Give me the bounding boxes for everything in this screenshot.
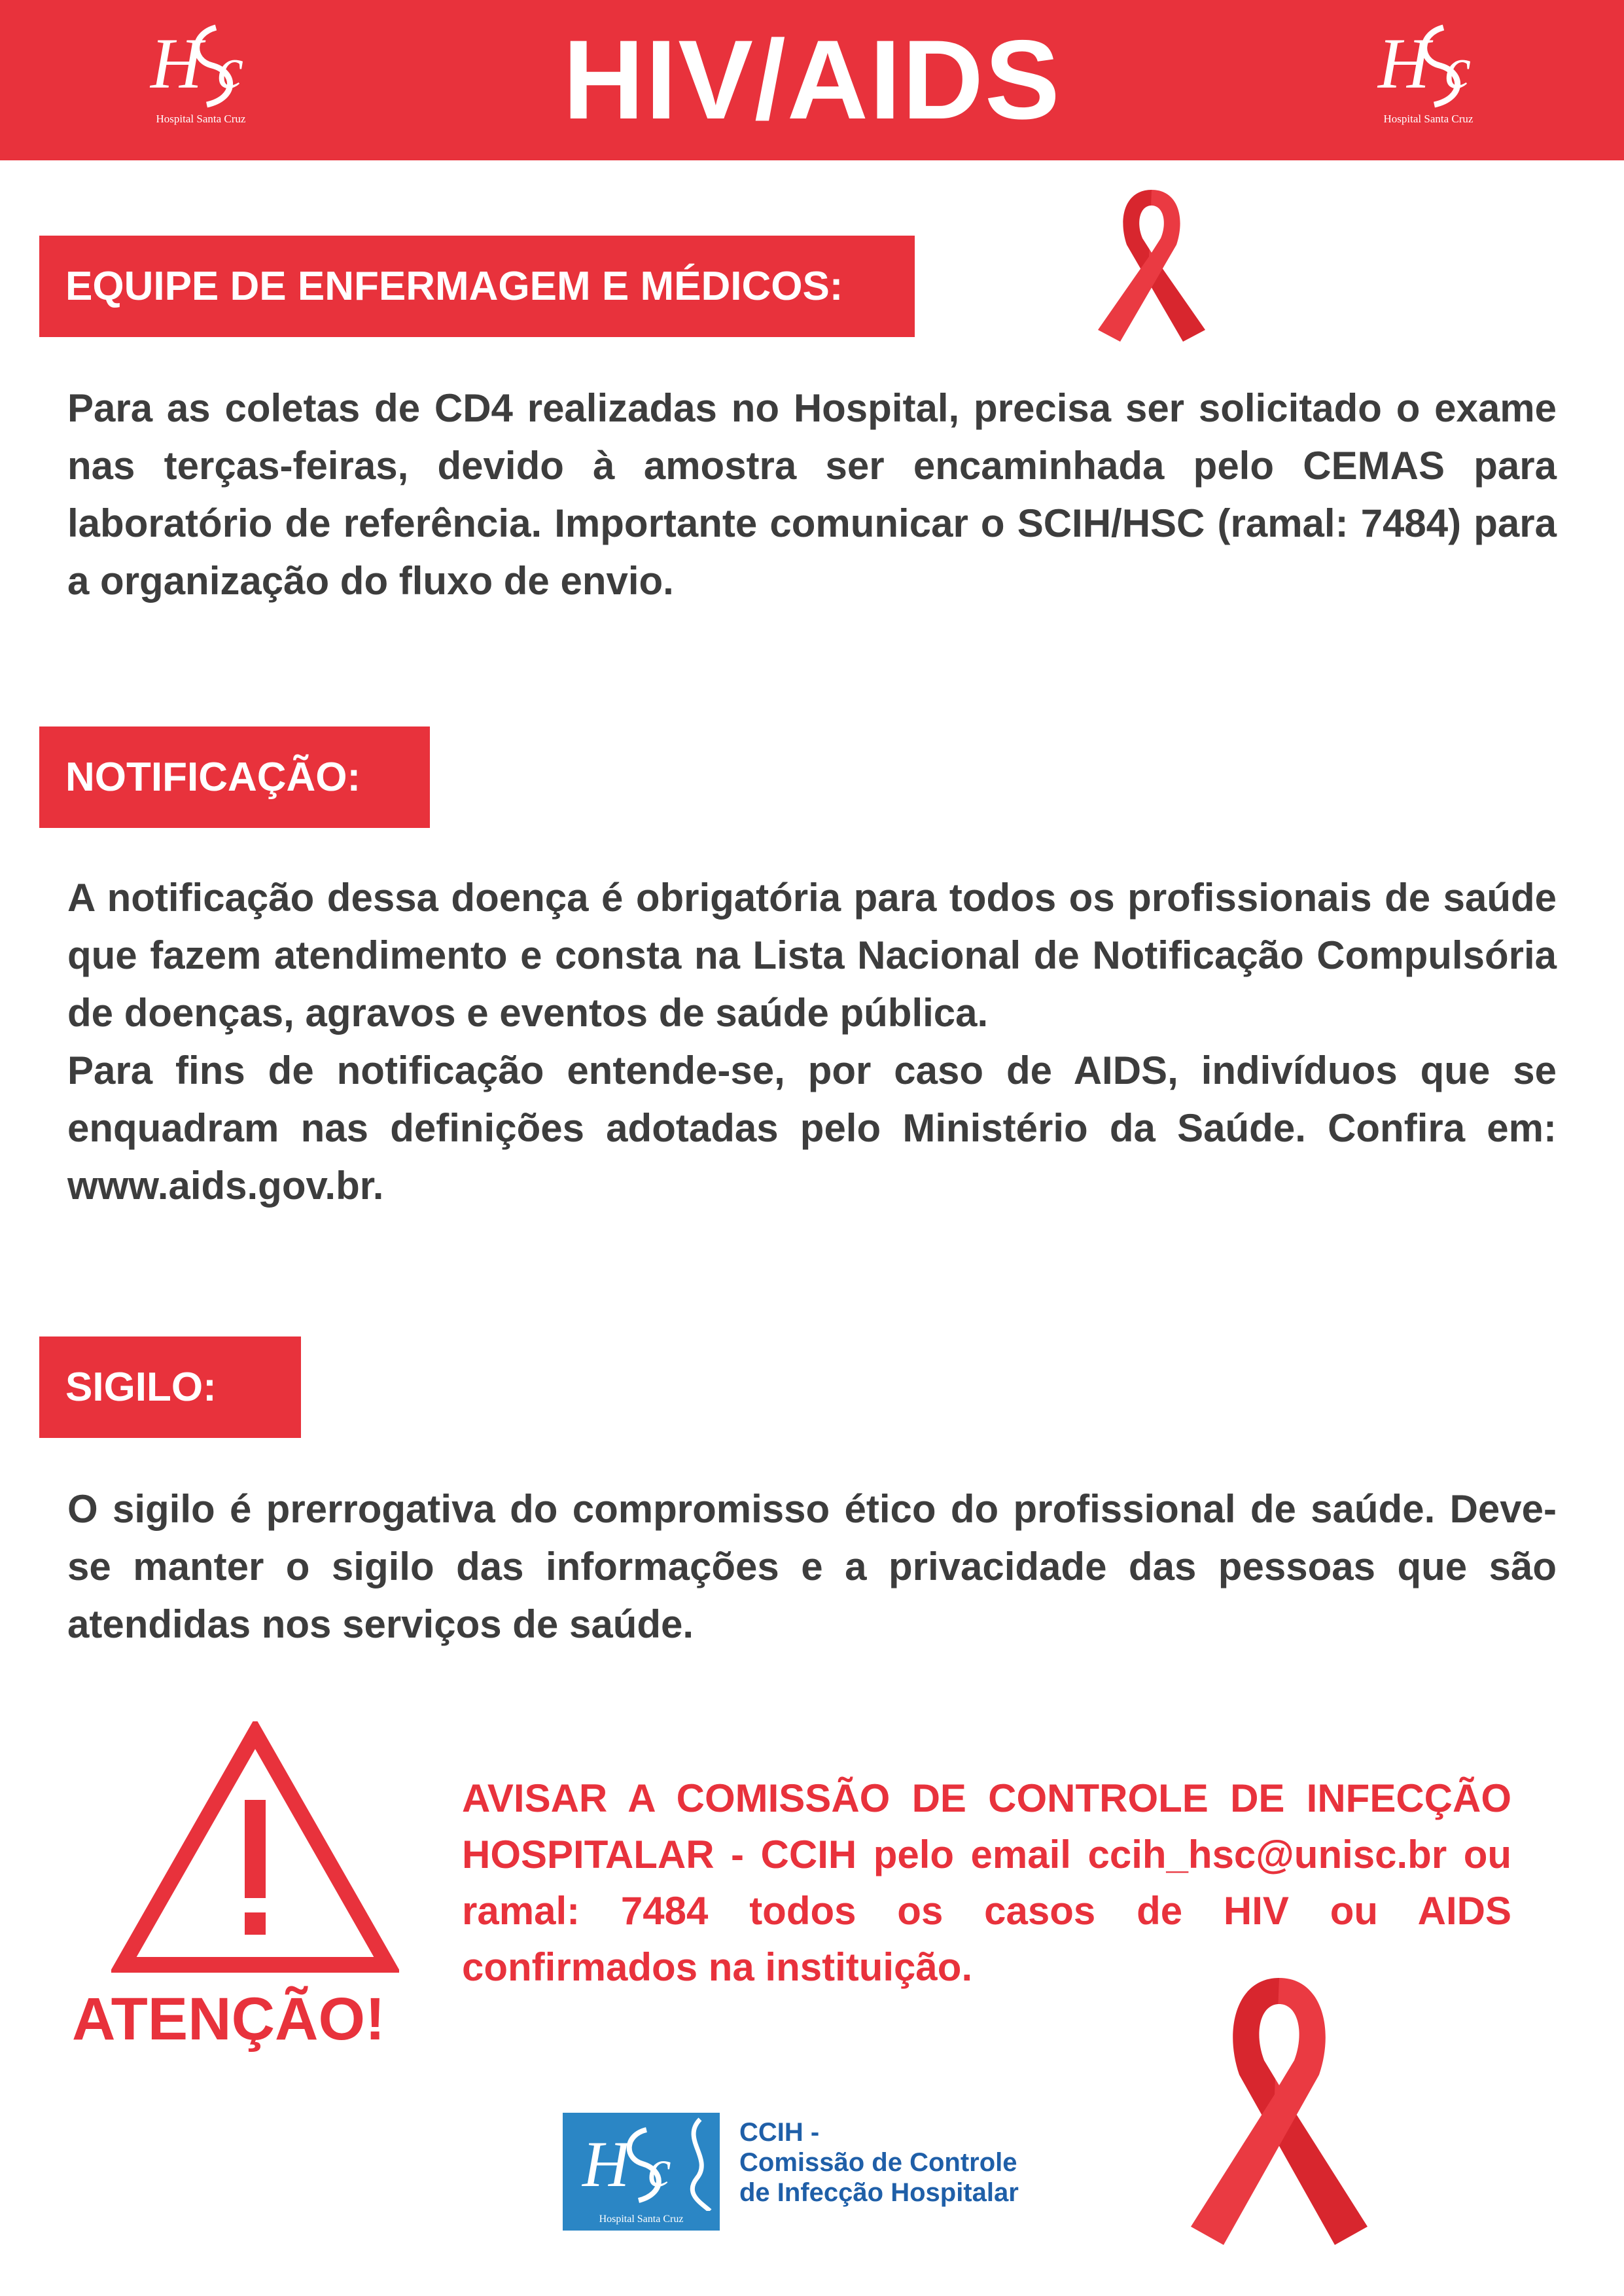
svg-text:H: H bbox=[1378, 24, 1430, 103]
ccih-name bbox=[739, 2117, 1106, 2208]
alert-text: AVISAR A COMISSÃO DE CONTROLE DE INFECÇÃO HOSPITALAR - CCIH pelo email ccih_hsc@unisc.br ou ramal: 7484 todos os casos de HIV ou AIDS confirmados na instituição. bbox=[462, 1776, 1511, 1989]
section-text-notification-definition: Para fins de notificação entende-se, por caso de AIDS, indivíduos que se enquadram nas definições adotadas pelo Ministério da Saúde. Confira em: www.aids.gov.br. bbox=[67, 1049, 1557, 1208]
ccih-logo bbox=[563, 2113, 720, 2231]
logo-caption: Hospital Santa Cruz bbox=[599, 2214, 684, 2225]
section-heading-confidentiality: SIGILO: bbox=[39, 1336, 301, 1438]
awareness-ribbon-icon bbox=[1086, 185, 1217, 348]
ccih-line-1: CCIH - bbox=[739, 2118, 820, 2147]
section-heading-notification: NOTIFICAÇÃO: bbox=[39, 726, 430, 828]
svg-text:H: H bbox=[150, 24, 203, 103]
header-banner bbox=[0, 0, 1624, 160]
ccih-line-3: de Infecção Hospitalar bbox=[739, 2178, 1019, 2207]
section-text-confidentiality: O sigilo é prerrogativa do compromisso ético do profissional de saúde. Deve-se manter o sigilo das informações e a privacidade das pessoas que são atendidas nos serviços de saúde. bbox=[67, 1487, 1557, 1646]
hsc-logo-right bbox=[1366, 14, 1491, 132]
logo-caption: Hospital Santa Cruz bbox=[1383, 113, 1474, 125]
svg-text:H: H bbox=[582, 2128, 630, 2200]
awareness-ribbon-icon bbox=[1171, 1970, 1387, 2258]
warning-triangle-icon bbox=[111, 1721, 399, 1977]
ccih-line-2: Comissão de Controle bbox=[739, 2148, 1017, 2177]
attention-label: ATENÇÃO! bbox=[72, 1986, 385, 2053]
svg-text:c: c bbox=[217, 36, 243, 101]
section-heading-team: EQUIPE DE ENFERMAGEM E MÉDICOS: bbox=[39, 236, 915, 337]
svg-text:c: c bbox=[648, 2140, 671, 2198]
hsc-monogram-icon bbox=[563, 2113, 720, 2211]
hsc-monogram-icon bbox=[1366, 14, 1491, 113]
page-title: HIV/AIDS bbox=[563, 17, 1061, 143]
section-text-team: Para as coletas de CD4 realizadas no Hospital, precisa ser solicitado o exame nas terças-feiras, devido à amostra ser encaminhada pelo CEMAS para laboratório de referência. Importante comunicar o SCIH/HSC (ramal: 7484) para a organização do fluxo de envio. bbox=[67, 386, 1557, 603]
section-text-notification: A notificação dessa doença é obrigatória para todos os profissionais de saúde que fazem atendimento e consta na Lista Nacional de Notificação Compulsória de doenças, agravos e eventos de saúde pública. bbox=[67, 876, 1557, 1035]
svg-text:c: c bbox=[1445, 36, 1471, 101]
logo-caption: Hospital Santa Cruz bbox=[156, 113, 246, 125]
